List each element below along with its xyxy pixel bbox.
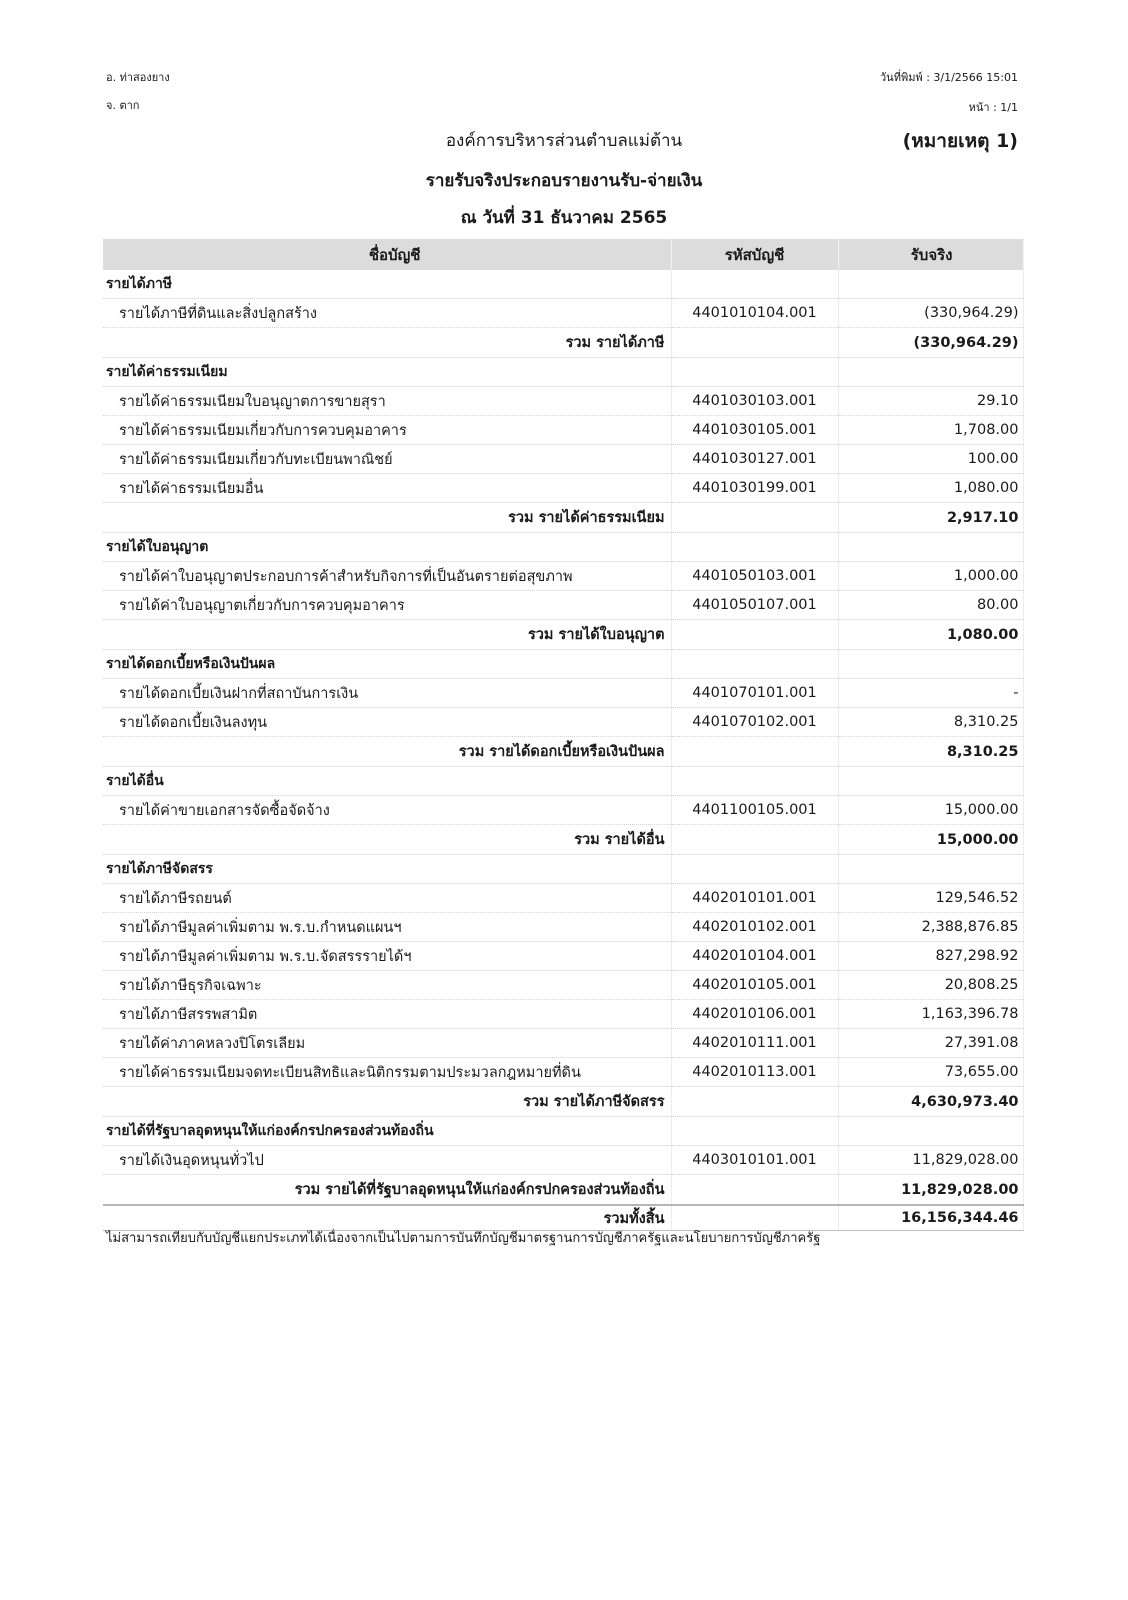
table-row bbox=[103, 562, 1023, 591]
table-row bbox=[103, 591, 1023, 620]
account-name-cell: รายได้ค่าขายเอกสารจัดซื้อจัดจ้าง bbox=[103, 796, 671, 825]
table-row bbox=[103, 387, 1023, 416]
group-header-row bbox=[103, 358, 1023, 387]
subtotal-row bbox=[103, 737, 1023, 767]
group-header-row bbox=[103, 1117, 1023, 1146]
account-name-cell: รวมทั้งสิ้น bbox=[103, 1205, 671, 1231]
table-row bbox=[103, 796, 1023, 825]
organization-name: องค์การบริหารส่วนตำบลแม่ต้าน bbox=[445, 131, 683, 151]
account-name-cell: รวม รายได้ค่าธรรมเนียม bbox=[103, 503, 671, 533]
account-code-cell: 4401070101.001 bbox=[671, 679, 838, 708]
amount-cell: 2,388,876.85 bbox=[838, 913, 1023, 942]
subtotal-row bbox=[103, 503, 1023, 533]
amount-cell: 827,298.92 bbox=[838, 942, 1023, 971]
account-name-cell: รายได้เงินอุดหนุนทั่วไป bbox=[103, 1146, 671, 1175]
account-code-cell: 4402010106.001 bbox=[671, 1000, 838, 1029]
account-name-cell: รวม รายได้ภาษี bbox=[103, 328, 671, 358]
amount-cell: 29.10 bbox=[838, 387, 1023, 416]
table-row bbox=[103, 971, 1023, 1000]
amount-cell bbox=[838, 270, 1023, 299]
note-reference: (หมายเหตุ 1) bbox=[902, 130, 1018, 152]
account-name-cell: รายได้ค่าใบอนุญาตเกี่ยวกับการควบคุมอาคาร bbox=[103, 591, 671, 620]
account-name-cell: รายได้ภาษีมูลค่าเพิ่มตาม พ.ร.บ.จัดสรรรายได้ฯ bbox=[103, 942, 671, 971]
account-name-cell: รายได้ค่าใบอนุญาตประกอบการค้าสำหรับกิจการที่เป็นอันตรายต่อสุขภาพ bbox=[103, 562, 671, 591]
table-row bbox=[103, 708, 1023, 737]
account-code-cell: 4401010104.001 bbox=[671, 299, 838, 328]
amount-cell: 73,655.00 bbox=[838, 1058, 1023, 1087]
account-code-cell bbox=[671, 1175, 838, 1206]
account-name-cell: รายได้ค่าธรรมเนียมเกี่ยวกับทะเบียนพาณิชย์ bbox=[103, 445, 671, 474]
account-name-cell: รายได้ภาษีรถยนต์ bbox=[103, 884, 671, 913]
account-code-cell bbox=[671, 358, 838, 387]
table-header-row bbox=[103, 239, 1023, 270]
account-name-cell: รวม รายได้อื่น bbox=[103, 825, 671, 855]
account-name-cell: รายได้อื่น bbox=[103, 767, 671, 796]
account-name-cell: รายได้ดอกเบี้ยเงินฝากที่สถาบันการเงิน bbox=[103, 679, 671, 708]
account-code-cell bbox=[671, 767, 838, 796]
subtotal-row bbox=[103, 825, 1023, 855]
amount-cell: 15,000.00 bbox=[838, 796, 1023, 825]
amount-cell bbox=[838, 358, 1023, 387]
account-name-cell: รวม รายได้ที่รัฐบาลอุดหนุนให้แก่องค์กรปกครองส่วนท้องถิ่น bbox=[103, 1175, 671, 1206]
account-name-cell: รายได้ภาษีธุรกิจเฉพาะ bbox=[103, 971, 671, 1000]
account-code-cell bbox=[671, 620, 838, 650]
account-name-cell: รายได้ค่าธรรมเนียมเกี่ยวกับการควบคุมอาคาร bbox=[103, 416, 671, 445]
account-name-cell: รายได้ภาษีจัดสรร bbox=[103, 855, 671, 884]
table-row bbox=[103, 1000, 1023, 1029]
account-code-cell: 4402010102.001 bbox=[671, 913, 838, 942]
account-code-cell bbox=[671, 533, 838, 562]
amount-cell: 1,163,396.78 bbox=[838, 1000, 1023, 1029]
account-code-cell: 4401030103.001 bbox=[671, 387, 838, 416]
account-name-cell: รายได้ภาษีมูลค่าเพิ่มตาม พ.ร.บ.กำหนดแผนฯ bbox=[103, 913, 671, 942]
amount-cell: 15,000.00 bbox=[838, 825, 1023, 855]
table-row bbox=[103, 884, 1023, 913]
account-code-cell bbox=[671, 328, 838, 358]
account-code-cell: 4401050107.001 bbox=[671, 591, 838, 620]
table-row bbox=[103, 1029, 1023, 1058]
page-number: หน้า : 1/1 bbox=[968, 101, 1018, 114]
column-header-name: ชื่อบัญชี bbox=[103, 239, 671, 270]
amount-cell: 129,546.52 bbox=[838, 884, 1023, 913]
province-label: จ. ตาก bbox=[106, 99, 140, 112]
district-label: อ. ท่าสองยาง bbox=[106, 71, 170, 84]
amount-cell bbox=[838, 767, 1023, 796]
amount-cell: 1,080.00 bbox=[838, 474, 1023, 503]
table-row bbox=[103, 679, 1023, 708]
subtotal-row bbox=[103, 1087, 1023, 1117]
amount-cell: 4,630,973.40 bbox=[838, 1087, 1023, 1117]
amount-cell: 100.00 bbox=[838, 445, 1023, 474]
account-code-cell: 4401030127.001 bbox=[671, 445, 838, 474]
account-name-cell: รายได้ภาษีสรรพสามิต bbox=[103, 1000, 671, 1029]
account-name-cell: รายได้ภาษีที่ดินและสิ่งปลูกสร้าง bbox=[103, 299, 671, 328]
account-code-cell: 4401050103.001 bbox=[671, 562, 838, 591]
table-row bbox=[103, 1146, 1023, 1175]
column-header-amount: รับจริง bbox=[838, 239, 1023, 270]
account-code-cell: 4402010111.001 bbox=[671, 1029, 838, 1058]
amount-cell: (330,964.29) bbox=[838, 299, 1023, 328]
account-code-cell: 4402010101.001 bbox=[671, 884, 838, 913]
amount-cell bbox=[838, 533, 1023, 562]
account-code-cell bbox=[671, 855, 838, 884]
amount-cell bbox=[838, 1117, 1023, 1146]
table-row bbox=[103, 416, 1023, 445]
account-code-cell: 4403010101.001 bbox=[671, 1146, 838, 1175]
revenue-table bbox=[103, 239, 1024, 1231]
group-header-row bbox=[103, 533, 1023, 562]
amount-cell: 80.00 bbox=[838, 591, 1023, 620]
account-code-cell: 4402010105.001 bbox=[671, 971, 838, 1000]
table-row bbox=[103, 474, 1023, 503]
table-row bbox=[103, 1058, 1023, 1087]
amount-cell: - bbox=[838, 679, 1023, 708]
account-code-cell: 4401030199.001 bbox=[671, 474, 838, 503]
account-code-cell bbox=[671, 737, 838, 767]
amount-cell: 8,310.25 bbox=[838, 708, 1023, 737]
account-code-cell: 4401070102.001 bbox=[671, 708, 838, 737]
subtotal-row bbox=[103, 328, 1023, 358]
footnote: ไม่สามารถเทียบกับบัญชีแยกประเภทได้เนื่องจากเป็นไปตามการบันทึกบัญชีมาตรฐานการบัญชีภาครัฐและนโยบายการบัญชีภาครัฐ bbox=[106, 1231, 821, 1246]
account-code-cell: 4401030105.001 bbox=[671, 416, 838, 445]
report-date: ณ วันที่ 31 ธันวาคม 2565 bbox=[460, 208, 668, 228]
amount-cell bbox=[838, 650, 1023, 679]
print-date: วันที่พิมพ์ : 3/1/2566 15:01 bbox=[880, 71, 1018, 84]
group-header-row bbox=[103, 650, 1023, 679]
table-body bbox=[103, 270, 1023, 1231]
amount-cell: 20,808.25 bbox=[838, 971, 1023, 1000]
report-title: รายรับจริงประกอบรายงานรับ-จ่ายเงิน bbox=[425, 171, 703, 191]
amount-cell: 11,829,028.00 bbox=[838, 1175, 1023, 1206]
subtotal-row bbox=[103, 1175, 1023, 1206]
account-name-cell: รายได้ที่รัฐบาลอุดหนุนให้แก่องค์กรปกครองส่วนท้องถิ่น bbox=[103, 1117, 671, 1146]
table-row bbox=[103, 942, 1023, 971]
group-header-row bbox=[103, 767, 1023, 796]
account-name-cell: รายได้ใบอนุญาต bbox=[103, 533, 671, 562]
table-row bbox=[103, 445, 1023, 474]
account-name-cell: รายได้ดอกเบี้ยหรือเงินปันผล bbox=[103, 650, 671, 679]
amount-cell: 11,829,028.00 bbox=[838, 1146, 1023, 1175]
group-header-row bbox=[103, 855, 1023, 884]
account-code-cell bbox=[671, 650, 838, 679]
account-name-cell: รวม รายได้ดอกเบี้ยหรือเงินปันผล bbox=[103, 737, 671, 767]
amount-cell: 1,000.00 bbox=[838, 562, 1023, 591]
account-code-cell: 4402010104.001 bbox=[671, 942, 838, 971]
amount-cell: 1,708.00 bbox=[838, 416, 1023, 445]
amount-cell bbox=[838, 855, 1023, 884]
table-row bbox=[103, 299, 1023, 328]
account-name-cell: รายได้ดอกเบี้ยเงินลงทุน bbox=[103, 708, 671, 737]
column-header-code: รหัสบัญชี bbox=[671, 239, 838, 270]
subtotal-row bbox=[103, 620, 1023, 650]
account-code-cell bbox=[671, 825, 838, 855]
account-name-cell: รายได้ค่าธรรมเนียมใบอนุญาตการขายสุรา bbox=[103, 387, 671, 416]
table-row bbox=[103, 913, 1023, 942]
account-name-cell: รายได้ภาษี bbox=[103, 270, 671, 299]
amount-cell: 27,391.08 bbox=[838, 1029, 1023, 1058]
account-code-cell bbox=[671, 1087, 838, 1117]
account-code-cell bbox=[671, 503, 838, 533]
amount-cell: 1,080.00 bbox=[838, 620, 1023, 650]
account-name-cell: รวม รายได้ใบอนุญาต bbox=[103, 620, 671, 650]
group-header-row bbox=[103, 270, 1023, 299]
account-name-cell: รายได้ค่าธรรมเนียมอื่น bbox=[103, 474, 671, 503]
account-code-cell bbox=[671, 1117, 838, 1146]
amount-cell: 2,917.10 bbox=[838, 503, 1023, 533]
account-code-cell: 4402010113.001 bbox=[671, 1058, 838, 1087]
account-code-cell bbox=[671, 270, 838, 299]
account-name-cell: รวม รายได้ภาษีจัดสรร bbox=[103, 1087, 671, 1117]
amount-cell: (330,964.29) bbox=[838, 328, 1023, 358]
amount-cell: 8,310.25 bbox=[838, 737, 1023, 767]
account-name-cell: รายได้ค่าธรรมเนียม bbox=[103, 358, 671, 387]
account-name-cell: รายได้ค่าธรรมเนียมจดทะเบียนสิทธิและนิติกรรมตามประมวลกฎหมายที่ดิน bbox=[103, 1058, 671, 1087]
account-name-cell: รายได้ค่าภาคหลวงปิโตรเลียม bbox=[103, 1029, 671, 1058]
amount-cell: 16,156,344.46 bbox=[838, 1205, 1023, 1231]
account-code-cell: 4401100105.001 bbox=[671, 796, 838, 825]
